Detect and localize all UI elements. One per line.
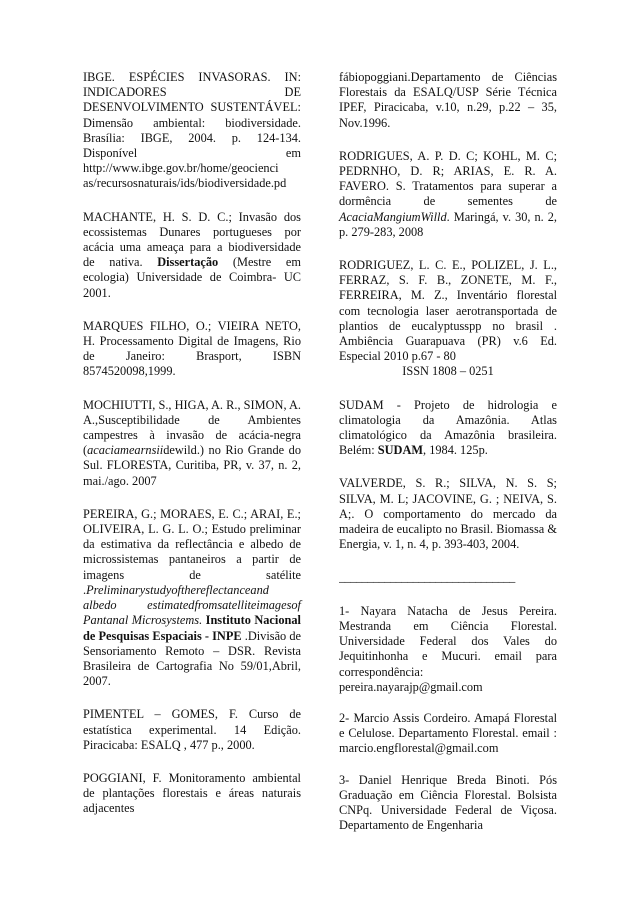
reference-text: PEREIRA, G.; MORAES, E. C.; ARAI, E.; OLIVEIRA, L. G. L. O.; Estudo preliminar da estimativa da reflectância e albedo de microssistemas pantaneiros a partir de imagens de satélite . [83,506,301,597]
reference-text: POGGIANI, F. Monitoramento ambiental de plantações florestais e áreas naturais adjacentes [83,770,301,816]
reference-entry [83,507,301,689]
right-column [339,70,557,849]
reference-text: PIMENTEL – GOMES, F. Curso de estatística experimental. 14 Edição. Piracicaba: ESALQ , 477 p., 2000. [83,707,301,752]
reference-text: (Mestre em ecologia) Universidade de Coimbra- UC 2001. [83,255,301,300]
reference-entry [339,476,557,552]
author-note: 1- Nayara Natacha de Jesus Pereira. Mestranda em Ciência Florestal. Universidade Federal dos Vales do Jequitinhonha e Mucuri. email para correspondência: pereira.nayarajp@gmail.com [339,603,557,694]
reference-text: MARQUES FILHO, O.; VIEIRA NETO, H. Processamento Digital de Imagens, Rio de Janeiro: Brasport, ISBN 8574520098,1999. [83,318,301,379]
reference-text: SUDAM [377,443,424,458]
reference-entry [83,771,301,817]
reference-text: . Maringá, v. 30, n. 2, p. 279-283, 2008 [339,209,557,239]
reference-entry [83,70,301,192]
reference-entry [339,258,557,380]
reference-text: acaciamearnsii [87,443,164,458]
reference-entry [83,319,301,380]
reference-text: SUDAM - Projeto de hidrologia e climatologia da Amazônia. Atlas climatológico da Amazônia brasileira. Belém: [339,397,557,458]
reference-text: Dissertação [157,255,219,270]
issn-line: ISSN 1808 – 0251 [402,364,494,379]
reference-text: MACHANTE, H. S. D. C.; Invasão dos ecossistemas Dunares portugueses por acácia uma ameaça para a biodiversidade de nativa. [83,209,301,270]
reference-entry [83,398,301,489]
reference-text: Preliminarystudyofthereflectanceand albedo estimatedfromsatelliteimagesof Pantanal Microsystems. [83,582,301,628]
reference-text: IBGE. ESPÉCIES INVASORAS. IN: INDICADORES DE DESENVOLVIMENTO SUSTENTÁVEL: Dimensão ambiental: biodiversidade. Brasília: IBGE, 2004. p. 124-134. Disponível em http://www.ibge.gov.br/home/geocienci as/recursosnaturais/ids/biodiversidade.pd [83,70,301,191]
reference-entry [339,149,557,240]
footnote-divider: _______________________________ [339,570,515,585]
reference-entry [339,398,557,459]
reference-text: RODRIGUEZ, L. C. E., POLIZEL, J. L., FERRAZ, S. F. B., ZONETE, M. F., FERREIRA, M. Z., Inventário florestal com tecnologia laser aerotransportada de plantios de eucalyptusspp no brasil . Ambiência Guarapuava (PR) v.6 Ed. Especial 2010 p.67 - 80 [339,258,557,364]
author-note: 2- Marcio Assis Cordeiro. Amapá Florestal e Celulose. Departamento Florestal. email : marcio.engflorestal@gmail.com [339,710,557,756]
left-column [83,70,301,835]
reference-text: MOCHIUTTI, S., HIGA, A. R., SIMON, A. A.,Susceptibilidade de Ambientes campestres à invasão de acácia-negra ( [83,397,301,458]
reference-text: dewild.) no Rio Grande do Sul. FLORESTA, Curitiba, PR, v. 37, n. 2, mai./ago. 2007 [83,443,301,488]
reference-text: VALVERDE, S. R.; SILVA, N. S. S; SILVA, M. L; JACOVINE, G. ; NEIVA, S. A;. O comportamento do mercado da madeira de eucalipto no Brasil. Biomassa & Energia, v. 1, n. 4, p. 393-403, 2004. [339,476,557,552]
reference-text: AcaciaMangiumWilld [339,209,447,224]
reference-text: RODRIGUES, A. P. D. C; KOHL, M. C; PEDRNHO, D. R; ARIAS, E. R. A. FAVERO. S. Tratamentos para superar a dormência de sementes de [339,148,557,209]
author-note: 3- Daniel Henrique Breda Binoti. Pós Graduação em Ciência Florestal. Bolsista CNPq. Universidade Federal de Viçosa. Departamento de Engenharia [339,772,557,833]
reference-text: Instituto Nacional de Pesquisas Espaciais - INPE [83,613,301,643]
reference-entry [83,210,301,301]
reference-text: fábiopoggiani.Departamento de Ciências Florestais da ESALQ/USP Série Técnica IPEF, Piracicaba, v.10, n.29, p.22 – 35, Nov.1996. [339,70,557,130]
reference-text: , 1984. 125p. [423,443,488,458]
reference-entry [83,707,301,753]
reference-entry [339,70,557,131]
reference-text: .Divisão de Sensoriamento Remoto – DSR. Revista Brasileira de Cartografia No 59/01,Abril, 2007. [83,628,301,689]
